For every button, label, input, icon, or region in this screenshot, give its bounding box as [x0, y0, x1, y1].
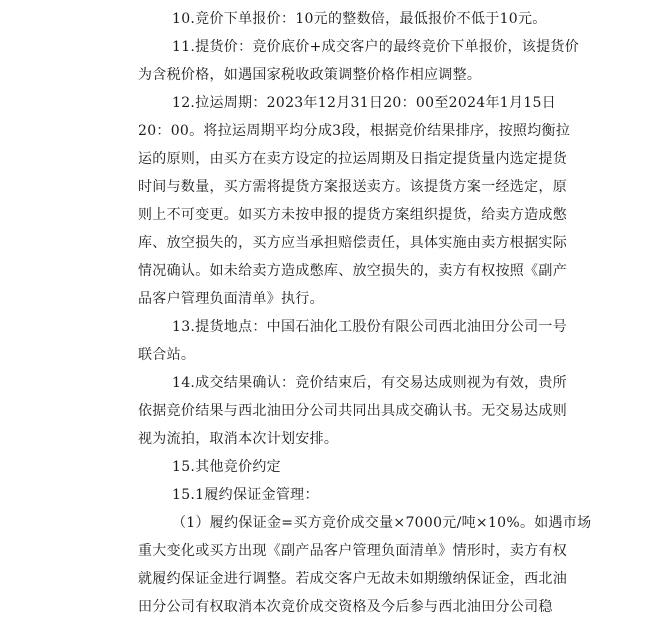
- clause-15-heading: 15.其他竞价约定: [172, 459, 281, 475]
- clause-12-line-3: 运的原则，由买方在卖方设定的拉运周期及日指定提货量内选定提货: [138, 151, 567, 167]
- clause-15-1-item-1-line-2: 重大变化或买方出现《副产品客户管理负面清单》情形时，卖方有权: [138, 543, 567, 559]
- clause-13-line-1: 13.提货地点：中国石油化工股份有限公司西北油田分公司一号: [172, 319, 567, 335]
- clause-14-line-2: 依据竞价结果与西北油田分公司共同出具成交确认书。无交易达成则: [138, 403, 567, 419]
- clause-12-line-6: 库、放空损失的，买方应当承担赔偿责任，具体实施由卖方根据实际: [138, 235, 567, 251]
- clause-12-line-7: 情况确认。如未给卖方造成憋库、放空损失的，卖方有权按照《副产: [138, 263, 567, 279]
- clause-10-line-1: 10.竞价下单报价：10元的整数倍，最低报价不低于10元。: [172, 11, 547, 27]
- clause-11-line-1: 11.提货价：竞价底价+成交客户的最终竞价下单报价，该提货价: [172, 39, 579, 55]
- clause-15-1-item-1-line-1: （1）履约保证金=买方竞价成交量×7000元/吨×10%。如遇市场: [172, 515, 592, 531]
- clause-15-1-heading: 15.1履约保证金管理：: [172, 487, 319, 503]
- clause-12-line-8: 品客户管理负面清单》执行。: [138, 291, 324, 307]
- clause-11-line-2: 为含税价格，如遇国家税收政策调整价格作相应调整。: [138, 67, 482, 83]
- clause-12-line-1: 12.拉运周期：2023年12月31日20：00至2024年1月15日: [172, 95, 557, 111]
- clause-12-line-4: 时间与数量，买方需将提货方案报送卖方。该提货方案一经选定，原: [138, 179, 567, 195]
- clause-12-line-2: 20：00。将拉运周期平均分成3段，根据竞价结果排序，按照均衡拉: [138, 123, 571, 139]
- clause-14-line-1: 14.成交结果确认：竞价结束后，有交易达成则视为有效，贵所: [172, 375, 567, 391]
- clause-14-line-3: 视为流拍，取消本次计划安排。: [138, 431, 339, 447]
- clause-13-line-2: 联合站。: [138, 347, 196, 363]
- clause-12-line-5: 则上不可变更。如买方未按申报的提货方案组织提货，给卖方造成憋: [138, 207, 567, 223]
- clause-15-1-item-1-line-3: 就履约保证金进行调整。若成交客户无故未如期缴纳保证金，西北油: [138, 571, 567, 587]
- clause-15-1-item-1-line-4: 田分公司有权取消本次竞价成交资格及今后参与西北油田分公司稳: [138, 599, 553, 615]
